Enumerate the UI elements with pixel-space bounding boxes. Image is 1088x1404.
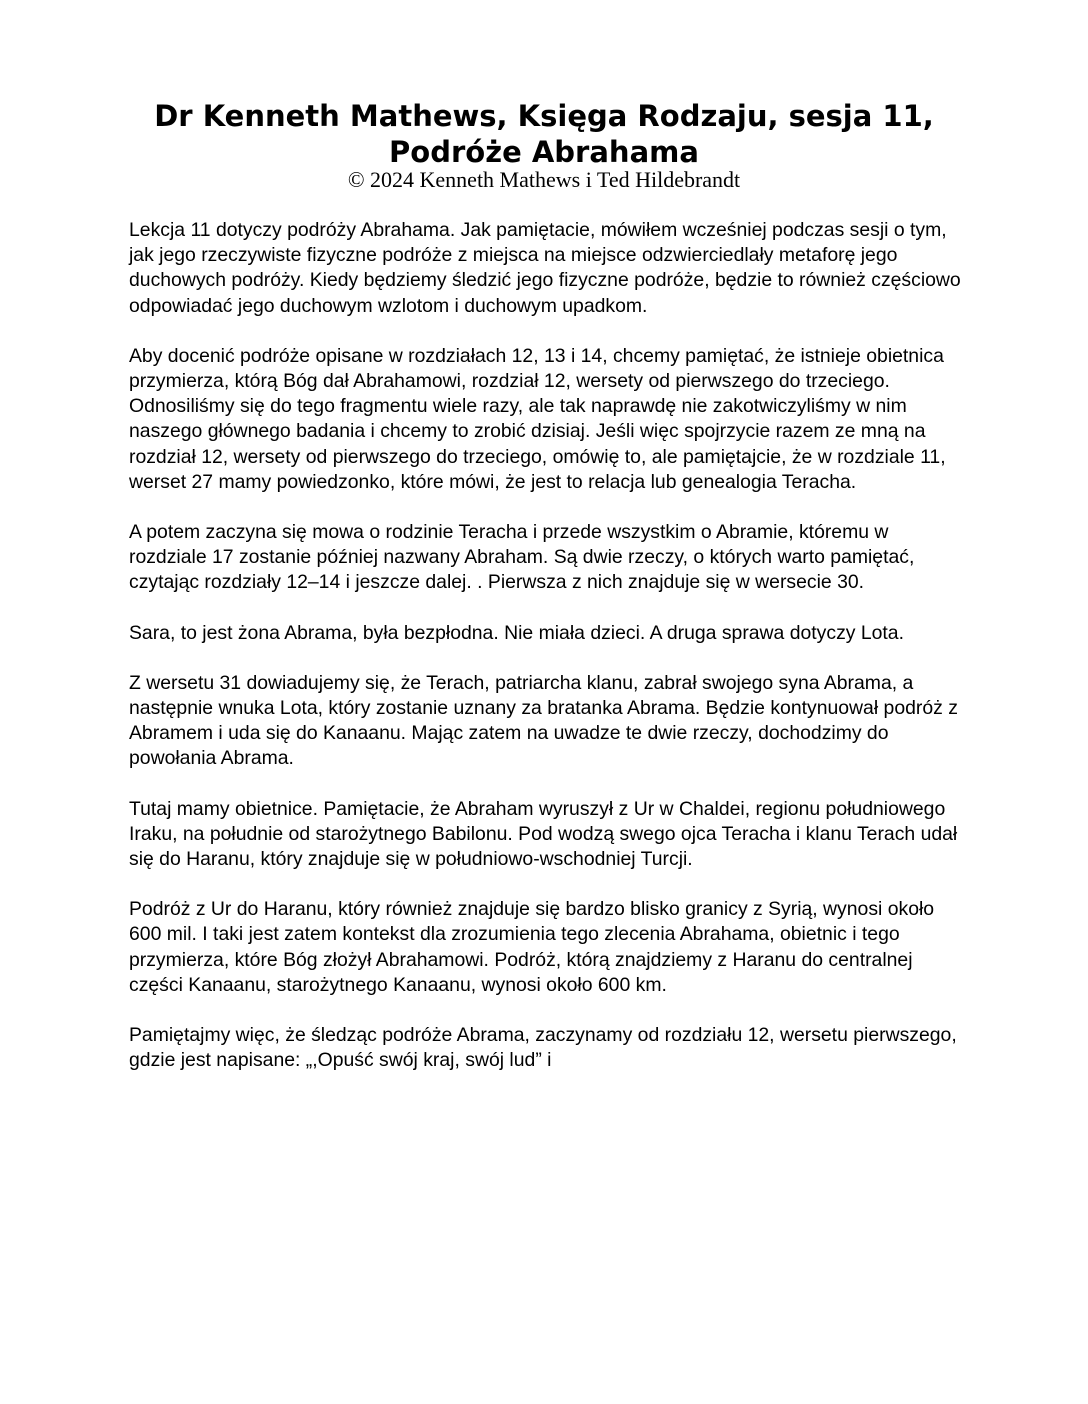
title-line-1: Dr Kenneth Mathews, Księga Rodzaju, sesja 11, [154, 99, 934, 133]
paragraph-7: Podróż z Ur do Haranu, który również znajduje się bardzo blisko granicy z Syrią, wynosi około 600 mil. I taki jest zatem kontekst dla zrozumienia tego zlecenia Abrahama, obietnic i tego przymierza, które Bóg złożył Abrahamowi. Podróż, którą znajdziemy z Haranu do centralnej części Kanaanu, starożytnego Kanaanu, wynosi około 600 km. [129, 898, 935, 996]
document-body [129, 218, 969, 1098]
title-line-2: Podróże Abrahama [389, 135, 699, 169]
paragraph-3: A potem zaczyna się mowa o rodzinie Teracha i przede wszystkim o Abramie, któremu w rozdziale 17 zostanie później nazwany Abraham. Są dwie rzeczy, o których warto pamiętać, czytając rozdziały 12–14 i jeszcze dalej. . Pierwsza z nich znajduje się w wersecie 30. [129, 521, 915, 594]
document-title [100, 98, 988, 170]
paragraph-4: Sara, to jest żona Abrama, była bezpłodna. Nie miała dzieci. A druga sprawa dotyczy Lota. [129, 621, 904, 644]
paragraph-5: Z wersetu 31 dowiadujemy się, że Terach, patriarcha klanu, zabrał swojego syna Abrama, a następnie wnuka Lota, który zostanie uznany za bratanka Abrama. Będzie kontynuował podróż z Abramem i uda się do Kanaanu. Mając zatem na uwadze te dwie rzeczy, dochodzimy do powołania Abrama. [129, 671, 958, 770]
paragraph-2: Aby docenić podróże opisane w rozdziałach 12, 13 i 14, chcemy pamiętać, że istnieje obietnica przymierza, którą Bóg dał Abrahamowi, rozdział 12, wersety od pierwszego do trzeciego. Odnosiliśmy się do tego fragmentu wiele razy, ale tak naprawdę nie zakotwiczyliśmy w nim naszego głównego badania i chcemy to zrobić dzisiaj. Jeśli więc spojrzycie razem ze mną na rozdział 12, wersety od pierwszego do trzeciego, omówię to, ale pamiętajcie, że w rozdziale 11, werset 27 mamy powiedzonko, które mówi, że jest to relacja lub genealogia Teracha. [129, 344, 946, 493]
paragraph-1: Lekcja 11 dotyczy podróży Abrahama. Jak pamiętacie, mówiłem wcześniej podczas sesji o tym, jak jego rzeczywiste fizyczne podróże z miejsca na miejsce odzwierciedlały metaforę jego duchowych podróży. Kiedy będziemy śledzić jego fizyczne podróże, będzie to również częściowo odpowiadać jego duchowym wzlotom i duchowym upadkom. [129, 219, 961, 317]
paragraph-8: Pamiętajmy więc, że śledząc podróże Abrama, zaczynamy od rozdziału 12, wersetu pierwszego, gdzie jest napisane: „,Opuść swój kraj, swój lud” i [129, 1024, 957, 1072]
paragraph-6: Tutaj mamy obietnice. Pamiętacie, że Abraham wyruszył z Ur w Chaldei, regionu południowego Iraku, na południe od starożytnego Babilonu. Pod wodzą swego ojca Teracha i klanu Terach udał się do Haranu, który znajduje się w południowo-wschodniej Turcji. [129, 797, 958, 871]
copyright-line: © 2024 Kenneth Mathews i Ted Hildebrandt [347, 167, 741, 192]
